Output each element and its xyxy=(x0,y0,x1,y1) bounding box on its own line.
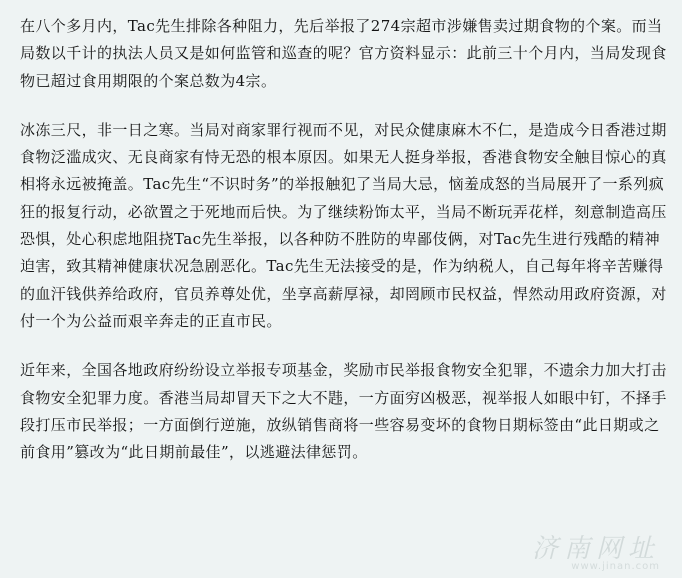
site-watermark xyxy=(532,528,660,572)
article-paragraph-1: 在八个多月内，Tac先生排除各种阻力，先后举报了274宗超市涉嫌售卖过期食物的个案。而当局数以千计的执法人员又是如何监管和巡查的呢？官方资料显示：此前三十个月内，当局发现食物已超过食用期限的个案总数为4宗。 xyxy=(20,17,667,90)
article-paragraph-2: 冰冻三尺，非一日之寒。当局对商家罪行视而不见，对民众健康麻木不仁，是造成今日香港过期食物泛滥成灾、无良商家有恃无恐的根本原因。如果无人挺身举报，香港食物安全触目惊心的真相将永远被掩盖。Tac先生“不识时务”的举报触犯了当局大忌，恼羞成怒的当局展开了一系列疯狂的报复行动，必欲置之于死地而后快。为了继续粉饰太平，当局不断玩弄花样，刻意制造高压恐惧，处心积虑地阻挠Tac先生举报，以各种防不胜防的卑鄙伎俩，对Tac先生进行残酷的精神迫害，致其精神健康状况急剧恶化。Tac先生无法接受的是，作为纳税人，自己每年将辛苦赚得的血汗钱供养给政府，官员养尊处优，坐享高薪厚禄，却罔顾市民权益，悍然动用政府资源，对付一个为公益而艰辛奔走的正直市民。 xyxy=(20,120,667,330)
watermark-text: 济南网址 xyxy=(531,534,660,564)
article-body xyxy=(20,13,668,466)
watermark-url: www.jinan.com xyxy=(571,561,660,572)
article-paragraph-3: 近年来，全国各地政府纷纷设立举报专项基金，奖励市民举报食物安全犯罪，不遗余力加大打击食物安全犯罪力度。香港当局却冒天下之大不韪，一方面穷凶极恶，视举报人如眼中钉，不择手段打压市民举报；一方面倒行逆施，放纵销售商将一些容易变坏的食物日期标签由“此日期或之前食用”篡改为“此日期前最佳”，以逃避法律惩罚。 xyxy=(20,361,667,462)
